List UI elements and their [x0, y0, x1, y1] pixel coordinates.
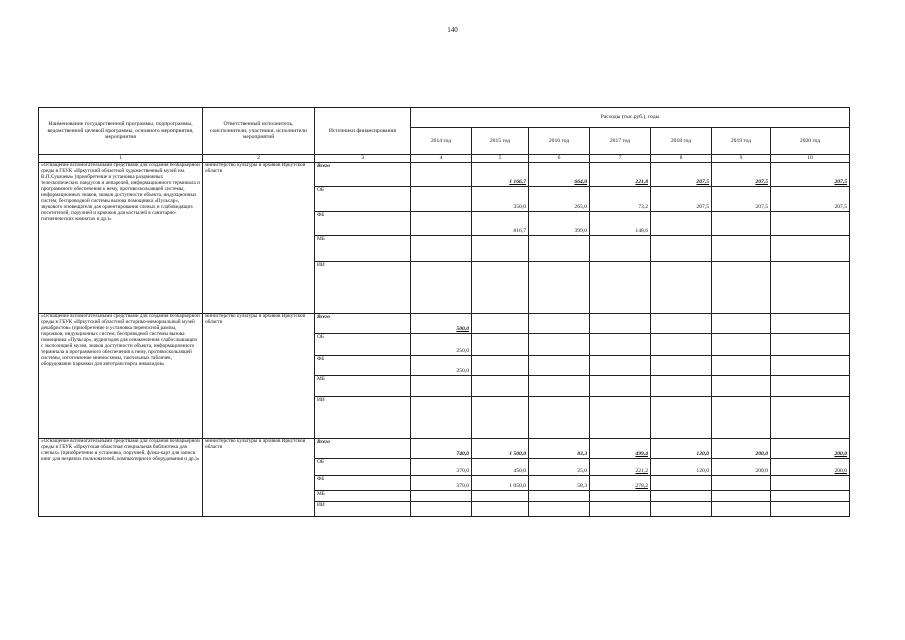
- value-cell: [411, 212, 472, 236]
- budget-table: [38, 107, 850, 517]
- measure-executor: министерство культуры и архивов Иркутской области: [203, 163, 315, 314]
- value-cell: 250,0: [411, 334, 472, 356]
- value-cell: 207,5: [771, 187, 850, 212]
- value-cell: [651, 334, 712, 356]
- header-year: 2018 год: [651, 128, 712, 155]
- value-cell: [529, 376, 590, 397]
- source-label: ФБ: [315, 356, 411, 376]
- value-cell: [712, 502, 771, 517]
- column-number: 10: [771, 155, 850, 163]
- value-cell: 370,0: [411, 459, 472, 476]
- value-cell: [590, 262, 651, 314]
- value-cell: [529, 236, 590, 262]
- value-cell: [411, 187, 472, 212]
- value-cell: [411, 163, 472, 187]
- value-cell: 120,0: [651, 439, 712, 459]
- value-cell: [712, 476, 771, 491]
- measure-group: [39, 439, 850, 517]
- column-number: 6: [529, 155, 590, 163]
- source-label: ИИ: [315, 262, 411, 314]
- value-cell: 25,0: [529, 459, 590, 476]
- value-cell: [712, 236, 771, 262]
- value-cell: 1 166,7: [472, 163, 529, 187]
- measure-description: «Оснащение вспомогательными средствами для создания безбарьерной среды в ГБУК «Иркутская областная специальная библиотека для слепых» (приобретение и установка, поручней, флэш-карт для записи книг для незрячих пользователей, компьютерного оборудования и др.)»: [39, 439, 203, 517]
- value-cell: [529, 397, 590, 439]
- value-cell: 265,0: [529, 187, 590, 212]
- column-number: 2: [203, 155, 315, 163]
- value-cell: 221,2: [590, 459, 651, 476]
- value-cell: [472, 236, 529, 262]
- source-label: Всего: [315, 439, 411, 459]
- measure-description: «Оснащение вспомогательными средствами для создания безбарьерной среды в ГБУК «Иркутский областной историко-мемориальный музей декабристов» (приобретение и установка переносной рампы, порожков, индукционных систем, беспроводной системы вызова помощника «Пульсар», аудиогидов для ознакомления слабослышащих с экспозицией музея, знаков доступности объекта, информационного терминала и программного обеспечения к нему, противоскользящей системы, изготовление мнемосхемы, тактильных табличек, оборудование парковки для автотранспорта инвалидов»: [39, 314, 203, 439]
- value-cell: 200,0: [771, 459, 850, 476]
- value-cell: [590, 502, 651, 517]
- value-cell: [712, 262, 771, 314]
- source-label: Всего: [315, 163, 411, 187]
- header-year: 2015 год: [472, 128, 529, 155]
- value-cell: 200,0: [712, 459, 771, 476]
- value-cell: [651, 262, 712, 314]
- measure-executor: министерство культуры и архивов Иркутской области: [203, 439, 315, 517]
- header-year: 2020 год: [771, 128, 850, 155]
- value-cell: [651, 502, 712, 517]
- source-label: ОБ: [315, 334, 411, 356]
- value-cell: [651, 212, 712, 236]
- source-label: ОБ: [315, 459, 411, 476]
- value-cell: 207,5: [651, 187, 712, 212]
- value-cell: [529, 334, 590, 356]
- value-cell: [771, 356, 850, 376]
- value-cell: [411, 397, 472, 439]
- value-cell: 221,8: [590, 163, 651, 187]
- value-cell: [472, 314, 529, 334]
- value-cell: 370,0: [411, 476, 472, 491]
- value-cell: [712, 491, 771, 502]
- value-cell: 58,3: [529, 476, 590, 491]
- column-number: 8: [651, 155, 712, 163]
- value-cell: [712, 376, 771, 397]
- source-label: ФБ: [315, 212, 411, 236]
- value-cell: [771, 397, 850, 439]
- value-cell: 399,0: [529, 212, 590, 236]
- value-cell: 73,2: [590, 187, 651, 212]
- value-cell: 278,2: [590, 476, 651, 491]
- header-year: 2017 год: [590, 128, 651, 155]
- value-cell: [472, 397, 529, 439]
- measure-executor: министерство культуры и архивов Иркутской области: [203, 314, 315, 439]
- value-cell: [651, 376, 712, 397]
- value-cell: 250,0: [411, 356, 472, 376]
- value-cell: [771, 476, 850, 491]
- value-cell: 450,0: [472, 459, 529, 476]
- value-cell: 500,0: [411, 314, 472, 334]
- value-cell: 207,5: [771, 163, 850, 187]
- source-label: ОБ: [315, 187, 411, 212]
- source-label: ФБ: [315, 476, 411, 491]
- value-cell: 200,0: [712, 439, 771, 459]
- value-cell: [472, 262, 529, 314]
- value-cell: [651, 236, 712, 262]
- source-label: МБ: [315, 491, 411, 502]
- value-cell: [529, 262, 590, 314]
- value-cell: 816,7: [472, 212, 529, 236]
- value-cell: [411, 376, 472, 397]
- measure-group: [39, 314, 850, 439]
- value-cell: [590, 356, 651, 376]
- value-cell: [529, 314, 590, 334]
- value-cell: [590, 314, 651, 334]
- header-year: 2016 год: [529, 128, 590, 155]
- value-cell: [771, 491, 850, 502]
- value-cell: [771, 376, 850, 397]
- source-label: МБ: [315, 376, 411, 397]
- measure-group: [39, 163, 850, 314]
- header-executor: Ответственный исполнитель, соисполнители, участники, исполнители мероприятий: [203, 108, 315, 155]
- value-cell: 148,6: [590, 212, 651, 236]
- value-cell: [651, 397, 712, 439]
- value-cell: 207,5: [712, 187, 771, 212]
- header-expenses: Расходы (тыс.руб.), годы: [411, 108, 850, 128]
- column-number: 5: [472, 155, 529, 163]
- value-cell: [590, 397, 651, 439]
- value-cell: [472, 491, 529, 502]
- column-number: 4: [411, 155, 472, 163]
- value-cell: [472, 356, 529, 376]
- value-cell: [771, 502, 850, 517]
- value-cell: [529, 356, 590, 376]
- header-source: Источники финансирования: [315, 108, 411, 155]
- column-number: 3: [315, 155, 411, 163]
- value-cell: [712, 314, 771, 334]
- value-cell: [411, 491, 472, 502]
- value-cell: [590, 376, 651, 397]
- value-cell: [712, 334, 771, 356]
- value-cell: 740,0: [411, 439, 472, 459]
- source-label: Всего: [315, 314, 411, 334]
- value-cell: [590, 491, 651, 502]
- header-program: Наименование государственной программы, подпрограммы, ведомственной целевой программы, основного мероприятия, мероприятия: [39, 108, 203, 155]
- value-cell: [712, 212, 771, 236]
- value-cell: [472, 376, 529, 397]
- value-cell: [651, 356, 712, 376]
- value-cell: 1 500,0: [472, 439, 529, 459]
- column-number: 7: [590, 155, 651, 163]
- value-cell: 120,0: [651, 459, 712, 476]
- page-number: 140: [447, 26, 458, 34]
- value-cell: 1 050,0: [472, 476, 529, 491]
- column-number: 9: [712, 155, 771, 163]
- value-cell: [529, 502, 590, 517]
- value-cell: [472, 334, 529, 356]
- value-cell: [590, 334, 651, 356]
- header-year: 2014 год: [411, 128, 472, 155]
- measure-description: «Оснащение вспомогательными средствами для создания безбарьерной среды в ГБУК «Иркутский областной художественный музей им. В.П.Сукачева» (приобретение и установка раздвижных телескопических пандусов и аппарелей, информационного терминала и программного обеспечения к нему, противоскользящей системы, информационных знаков, знаков доступности объекта, индукционных систем, беспроводной системы вызова помощника «Пульсар», звукового оповещателя для ориентирования слепых и слабовидящих посетителей, поручней и крючков для костылей в санитарно-гигиенических комнатах и др.)»: [39, 163, 203, 314]
- value-cell: [472, 502, 529, 517]
- value-cell: [651, 491, 712, 502]
- value-cell: [529, 491, 590, 502]
- value-cell: [590, 236, 651, 262]
- source-label: МБ: [315, 236, 411, 262]
- value-cell: 83,3: [529, 439, 590, 459]
- value-cell: 200,0: [771, 439, 850, 459]
- value-cell: [651, 314, 712, 334]
- value-cell: [771, 212, 850, 236]
- source-label: ИИ: [315, 502, 411, 517]
- source-label: ИИ: [315, 397, 411, 439]
- header-year: 2019 год: [712, 128, 771, 155]
- value-cell: [771, 314, 850, 334]
- value-cell: 664,0: [529, 163, 590, 187]
- value-cell: 350,0: [472, 187, 529, 212]
- value-cell: [411, 236, 472, 262]
- value-cell: 499,4: [590, 439, 651, 459]
- column-number: 1: [39, 155, 203, 163]
- value-cell: [771, 236, 850, 262]
- value-cell: [771, 262, 850, 314]
- value-cell: [712, 397, 771, 439]
- value-cell: [712, 356, 771, 376]
- value-cell: 207,5: [651, 163, 712, 187]
- value-cell: [771, 334, 850, 356]
- value-cell: [651, 476, 712, 491]
- value-cell: 207,5: [712, 163, 771, 187]
- value-cell: [411, 502, 472, 517]
- value-cell: [411, 262, 472, 314]
